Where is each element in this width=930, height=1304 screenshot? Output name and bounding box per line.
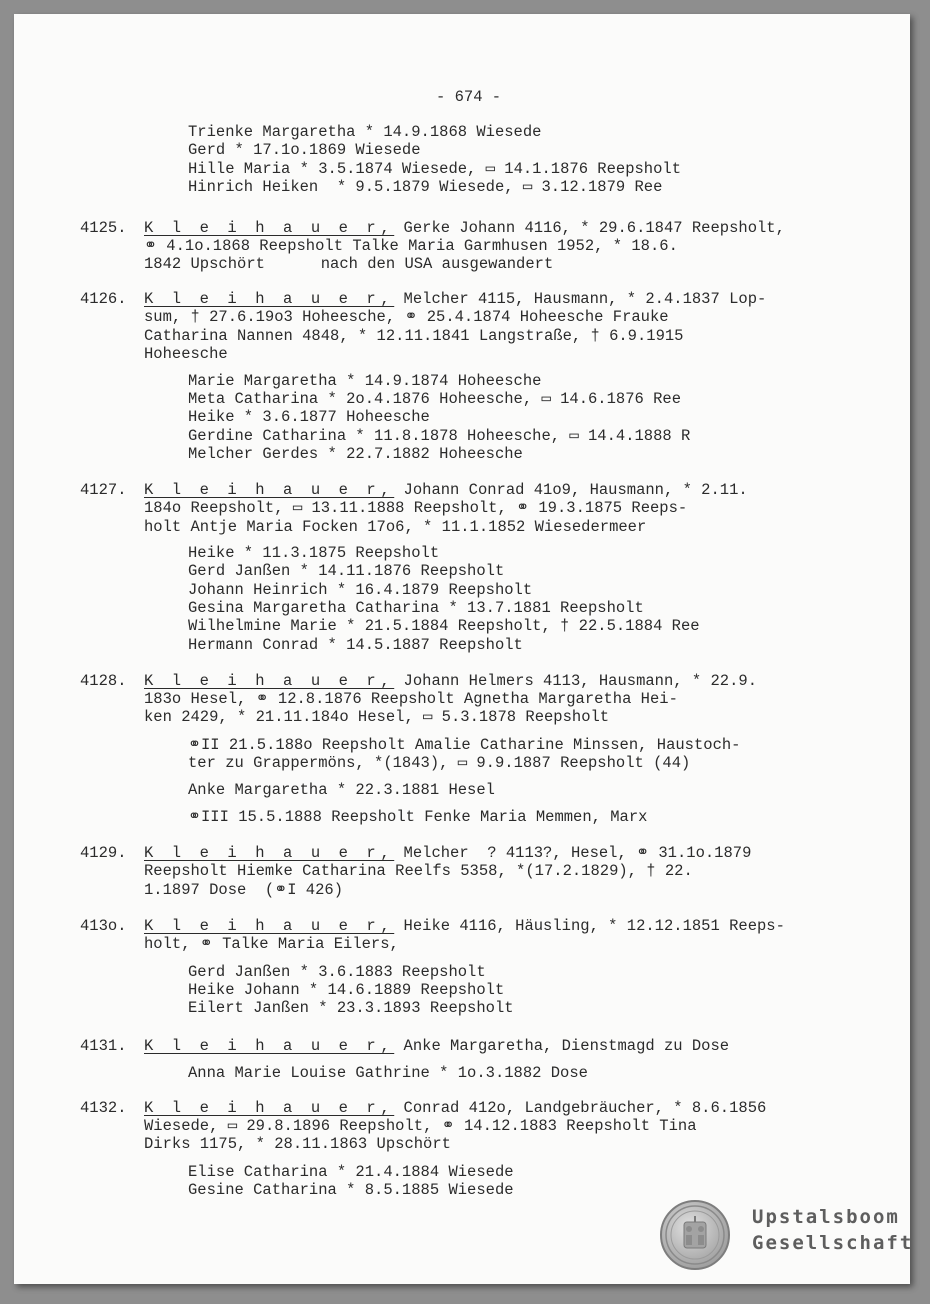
entry-head-4128 (144, 672, 757, 690)
seal-icon (660, 1200, 730, 1270)
child-line: Gerd Janßen * 14.11.1876 Reepsholt (188, 562, 505, 580)
child-line: Marie Margaretha * 14.9.1874 Hoheesche (188, 372, 542, 390)
entry-head-4126 (144, 290, 766, 308)
marriage-line: ter zu Grappermöns, *(1843), ▭ 9.9.1887 Reepsholt (44) (188, 754, 691, 772)
entry-line: Wiesede, ▭ 29.8.1896 Reepsholt, ⚭ 14.12.1883 Reepsholt Tina (144, 1117, 697, 1135)
marriage-line: ⚭II 21.5.188o Reepsholt Amalie Catharine Minssen, Haustoch- (188, 736, 741, 754)
entry-line: Johann Helmers 4113, Hausmann, * 22.9. (394, 672, 757, 690)
entry-number-4129: 4129. (80, 844, 127, 862)
child-line: Trienke Margaretha * 14.9.1868 Wiesede (188, 123, 542, 141)
entry-line: Melcher ? 4113?, Hesel, ⚭ 31.1o.1879 (394, 844, 752, 862)
entry-number-4125: 4125. (80, 219, 127, 237)
entry-line: 1842 Upschört nach den USA ausgewandert (144, 255, 554, 273)
child-line: Anna Marie Louise Gathrine * 1o.3.1882 Dose (188, 1064, 588, 1082)
child-line: Hermann Conrad * 14.5.1887 Reepsholt (188, 636, 523, 654)
society-logo (660, 1198, 914, 1278)
entry-line: Heike 4116, Häusling, * 12.12.1851 Reeps- (394, 917, 785, 935)
surname: K l e i h a u e r, (144, 1037, 395, 1055)
entry-head-4131 (144, 1037, 729, 1055)
child-line: Johann Heinrich * 16.4.1879 Reepsholt (188, 581, 533, 599)
entry-line: holt, ⚭ Talke Maria Eilers, (144, 935, 399, 953)
child-line: Hille Maria * 3.5.1874 Wiesede, ▭ 14.1.1876 Reepsholt (188, 160, 682, 178)
entry-line: Anke Margaretha, Dienstmagd zu Dose (394, 1037, 730, 1055)
surname: K l e i h a u e r, (144, 672, 395, 690)
child-line: Gesine Catharina * 8.5.1885 Wiesede (188, 1181, 514, 1199)
child-line: Gerd * 17.1o.1869 Wiesede (188, 141, 421, 159)
entry-line: sum, † 27.6.19o3 Hoheesche, ⚭ 25.4.1874 Hoheesche Frauke (144, 308, 669, 326)
entry-line: ⚭ 4.1o.1868 Reepsholt Talke Maria Garmhusen 1952, * 18.6. (144, 237, 678, 255)
entry-number-4127: 4127. (80, 481, 127, 499)
entry-number-4132: 4132. (80, 1099, 127, 1117)
surname: K l e i h a u e r, (144, 1099, 395, 1117)
entry-line: 184o Reepsholt, ▭ 13.11.1888 Reepsholt, ⚭ 19.3.1875 Reeps- (144, 499, 688, 517)
surname: K l e i h a u e r, (144, 481, 395, 499)
entry-number-4130: 413o. (80, 917, 127, 935)
child-line: Heike * 11.3.1875 Reepsholt (188, 544, 440, 562)
entry-head-4125 (144, 219, 785, 237)
page-number: - 674 - (436, 88, 502, 106)
child-line: Gesina Margaretha Catharina * 13.7.1881 Reepsholt (188, 599, 644, 617)
entry-line: Melcher 4115, Hausmann, * 2.4.1837 Lop- (394, 290, 767, 308)
child-line: Eilert Janßen * 23.3.1893 Reepsholt (188, 999, 514, 1017)
child-line: Hinrich Heiken * 9.5.1879 Wiesede, ▭ 3.12.1879 Ree (188, 178, 663, 196)
child-line: Heike Johann * 14.6.1889 Reepsholt (188, 981, 505, 999)
document-page (14, 14, 914, 1284)
surname: K l e i h a u e r, (144, 917, 395, 935)
entry-line: 1.1897 Dose (⚭I 426) (144, 881, 344, 899)
child-line: Gerdine Catharina * 11.8.1878 Hoheesche, ▭ 14.4.1888 R (188, 427, 691, 445)
child-line: Melcher Gerdes * 22.7.1882 Hoheesche (188, 445, 523, 463)
surname: K l e i h a u e r, (144, 844, 395, 862)
entry-line: 183o Hesel, ⚭ 12.8.1876 Reepsholt Agnetha Margaretha Hei- (144, 690, 678, 708)
entry-number-4126: 4126. (80, 290, 127, 308)
entry-head-4127 (144, 481, 748, 499)
entry-line: Reepsholt Hiemke Catharina Reelfs 5358, *(17.2.1829), † 22. (144, 862, 693, 880)
entry-head-4129 (144, 844, 751, 862)
entry-number-4131: 4131. (80, 1037, 127, 1055)
child-line: Meta Catharina * 2o.4.1876 Hoheesche, ▭ 14.6.1876 Ree (188, 390, 682, 408)
entry-head-4132 (144, 1099, 766, 1117)
entry-number-4128: 4128. (80, 672, 127, 690)
surname: K l e i h a u e r, (144, 290, 395, 308)
entry-line: Gerke Johann 4116, * 29.6.1847 Reepsholt, (394, 219, 785, 237)
child-line: Gerd Janßen * 3.6.1883 Reepsholt (188, 963, 486, 981)
entry-line: Dirks 1175, * 28.11.1863 Upschört (144, 1135, 451, 1153)
child-line: Anke Margaretha * 22.3.1881 Hesel (188, 781, 495, 799)
genealogy-text (14, 14, 910, 1284)
child-line: Heike * 3.6.1877 Hoheesche (188, 408, 430, 426)
entry-line: Hoheesche (144, 345, 228, 363)
entry-line: Conrad 412o, Landgebräucher, * 8.6.1856 (394, 1099, 767, 1117)
entry-line: Johann Conrad 41o9, Hausmann, * 2.11. (394, 481, 748, 499)
entry-line: ken 2429, * 21.11.184o Hesel, ▭ 5.3.1878 Reepsholt (144, 708, 610, 726)
child-line: Elise Catharina * 21.4.1884 Wiesede (188, 1163, 514, 1181)
logo-title: Upstalsboom (752, 1206, 900, 1228)
entry-line: Catharina Nannen 4848, * 12.11.1841 Langstraße, † 6.9.1915 (144, 327, 684, 345)
entry-line: holt Antje Maria Focken 17o6, * 11.1.1852 Wiesedermeer (144, 518, 647, 536)
entry-head-4130 (144, 917, 785, 935)
marriage-line: ⚭III 15.5.1888 Reepsholt Fenke Maria Memmen, Marx (188, 808, 648, 826)
surname: K l e i h a u e r, (144, 219, 395, 237)
child-line: Wilhelmine Marie * 21.5.1884 Reepsholt, † 22.5.1884 Ree (188, 617, 700, 635)
logo-subtitle: Gesellschaft (752, 1232, 914, 1254)
